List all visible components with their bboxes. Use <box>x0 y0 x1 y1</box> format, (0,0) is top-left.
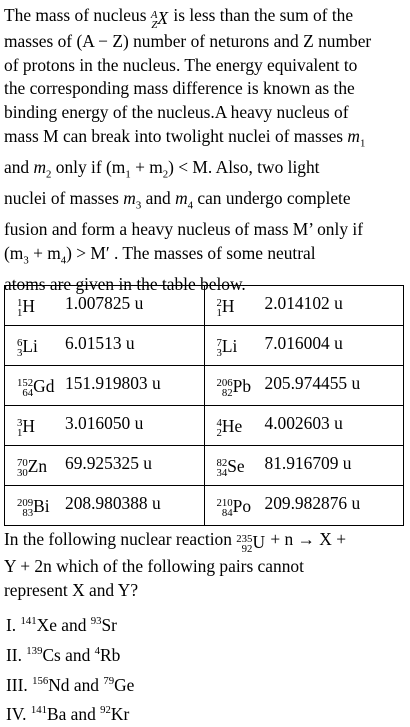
atomic-mass-table-body <box>5 286 404 526</box>
table-cell <box>5 326 205 366</box>
table-cell <box>204 406 404 446</box>
question-text <box>4 527 408 602</box>
option-1[interactable]: I. $^{141}$Xe and $^{93}$Sr <box>6 614 117 635</box>
nuclide-symbol: 82 34 Se <box>216 455 245 479</box>
table-cell <box>204 366 404 406</box>
atomic-mass-value: 6.01513 u <box>65 332 135 353</box>
uranium-notation: 235 92 U <box>236 531 265 555</box>
atomic-mass-table <box>4 285 404 526</box>
nuclide-symbol: 1 1 H <box>17 295 35 319</box>
question-line-3: represent X and Y? <box>4 580 139 601</box>
atomic-mass-value: 3.016050 u <box>65 412 144 433</box>
atomic-mass-value: 208.980388 u <box>65 492 161 513</box>
intro-line-8: nuclei of masses $m_3$ and $m_4$ can undergo complete <box>4 188 351 212</box>
table-row <box>5 406 404 446</box>
table-cell <box>5 286 205 326</box>
table-cell <box>5 486 205 526</box>
table-cell <box>5 406 205 446</box>
intro-paragraph <box>4 4 408 297</box>
table-row <box>5 326 404 366</box>
option-4[interactable]: IV. $^{141}$Ba and $^{92}$Kr <box>6 704 130 725</box>
nuclide-symbol: 206 82 Pb <box>216 375 252 399</box>
table-cell <box>204 486 404 526</box>
atomic-mass-value: 4.002603 u <box>264 412 343 433</box>
nuclide-symbol: 70 30 Zn <box>17 455 48 479</box>
table-row <box>5 486 404 526</box>
intro-line-10: $(m_3 + m_4) > M'$ . The masses of some neutral <box>4 243 316 267</box>
intro-line-7: and $m_2$ only if $(m_1 + m_2) < M$. Also, two light <box>4 157 320 181</box>
intro-line-3: of protons in the nucleus. The energy equivalent to <box>4 54 358 75</box>
intro-line-2: masses of (A − Z) number of neturons and Z number <box>4 31 372 52</box>
intro-line-4: the corresponding mass difference is known as the <box>4 78 355 99</box>
table-row <box>5 286 404 326</box>
option-3[interactable]: III. $^{156}$Nd and $^{79}$Ge <box>6 674 135 695</box>
nucleus-X-notation: A Z X <box>150 7 169 31</box>
atomic-mass-value: 7.016004 u <box>264 332 343 353</box>
answer-options <box>6 608 134 727</box>
table-row <box>5 446 404 486</box>
table-cell <box>204 446 404 486</box>
intro-line-5: binding energy of the nucleus.A heavy nucleus of <box>4 102 349 123</box>
intro-line-1: The mass of nucleus A Z X is less than the sum of the <box>4 5 354 31</box>
table-cell <box>5 366 205 406</box>
intro-line-9: fusion and form a heavy nucleus of mass M’ only if <box>4 219 364 240</box>
table-cell <box>5 446 205 486</box>
atomic-mass-value: 205.974455 u <box>264 372 361 393</box>
question-line-1: In the following nuclear reaction 235 92 U + n → X + <box>4 529 346 555</box>
nuclide-symbol: 152 64 Gd <box>17 375 55 399</box>
table-cell <box>204 326 404 366</box>
question-line-2: Y + 2n which of the following pairs cannot <box>4 556 304 577</box>
table-cell <box>204 286 404 326</box>
nuclide-symbol: 6 3 Li <box>17 335 38 359</box>
nuclide-symbol: 209 83 Bi <box>17 495 50 519</box>
intro-line-6: mass M can break into twolight nuclei of masses $m_1$ <box>4 125 366 150</box>
atomic-mass-value: 69.925325 u <box>65 452 152 473</box>
nuclide-symbol: 210 84 Po <box>216 495 252 519</box>
atomic-mass-value: 2.014102 u <box>264 292 343 313</box>
nuclide-symbol: 4 2 He <box>216 415 243 439</box>
nuclide-symbol: 2 1 H <box>216 295 235 319</box>
nuclide-symbol: 3 1 H <box>17 415 35 439</box>
intro-line-11: atoms are given in the table below. <box>4 274 246 295</box>
atomic-mass-value: 151.919803 u <box>65 372 161 393</box>
atomic-mass-value: 81.916709 u <box>264 452 352 473</box>
atomic-mass-value: 1.007825 u <box>65 292 144 313</box>
option-2[interactable]: II. $^{139}$Cs and $^4$Rb <box>6 644 121 665</box>
nuclide-symbol: 7 3 Li <box>216 335 238 359</box>
atomic-mass-value: 209.982876 u <box>264 492 361 513</box>
table-row <box>5 366 404 406</box>
